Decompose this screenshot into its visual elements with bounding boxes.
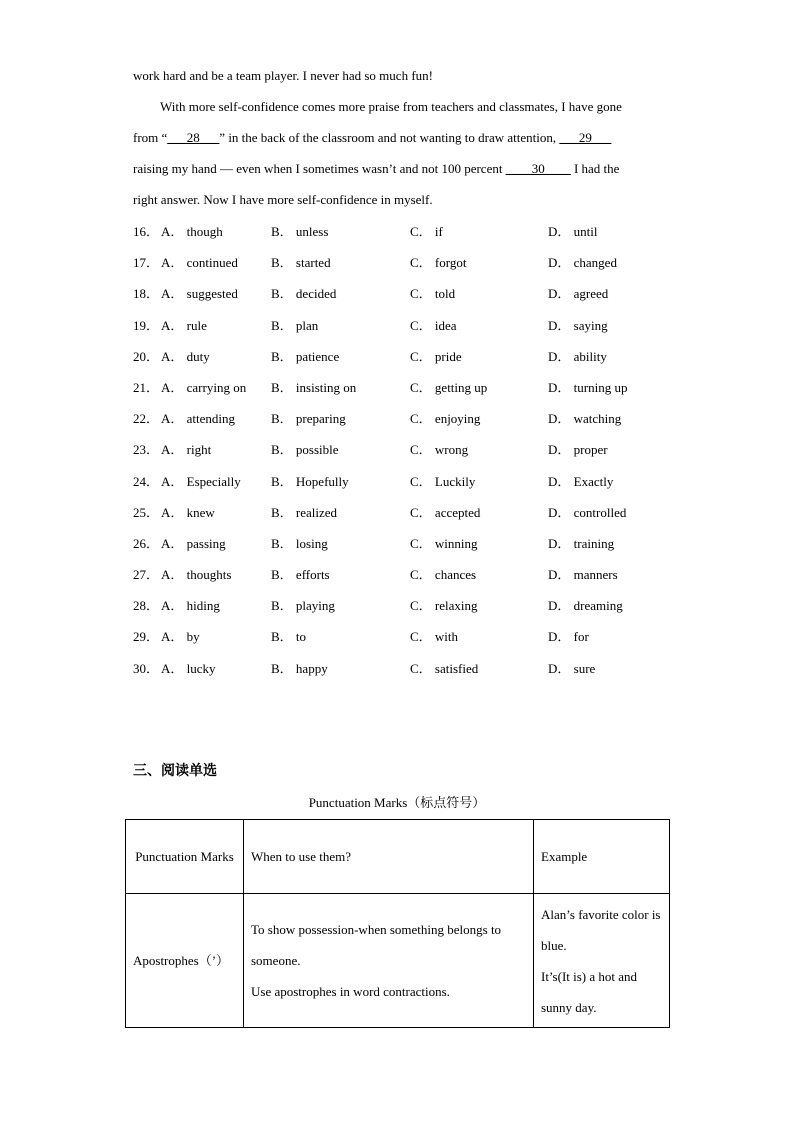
option-a: A． Especially [161, 473, 241, 489]
option-d: D． training [548, 535, 615, 551]
question-number: 21． [133, 379, 160, 395]
option-b: B． realized [271, 504, 338, 520]
option-b: B． insisting on [271, 379, 357, 395]
option-c: C． if [410, 224, 443, 239]
option-a: A． right [161, 442, 212, 458]
question-number: 27． [133, 567, 160, 583]
option-d: D． turning up [548, 379, 628, 395]
option-a: A． hiding [161, 598, 220, 614]
option-c: C． forgot [410, 255, 467, 271]
passage-text: ” in the back of the classroom and not wanting to draw attention, [219, 130, 557, 145]
question-number: 23． [133, 442, 160, 458]
option-b: B． efforts [271, 567, 330, 583]
question-number: 28． [133, 598, 160, 614]
option-d: D． dreaming [548, 598, 623, 614]
question-number: 22． [133, 411, 160, 427]
question-number: 19． [133, 317, 160, 333]
option-c: C． relaxing [410, 598, 478, 614]
passage-line-3 [133, 122, 673, 153]
question-number: 24． [133, 473, 160, 489]
cell-example [534, 894, 670, 1028]
option-d: D． manners [548, 567, 618, 583]
option-d: D． watching [548, 411, 622, 427]
option-b: B． Hopefully [271, 473, 349, 489]
option-b: B． playing [271, 598, 335, 614]
option-d: D． for [548, 629, 589, 645]
option-d: D． saying [548, 317, 608, 333]
option-a: A． though [161, 224, 223, 239]
table-caption: Punctuation Marks（标点符号） [308, 795, 486, 810]
option-c: C． told [410, 286, 456, 302]
passage-line-1 [133, 60, 673, 91]
option-a: A． carrying on [161, 379, 247, 395]
question-number: 16． [133, 224, 160, 239]
header-punctuation-marks: Punctuation Marks [126, 820, 244, 894]
option-d: D． until [548, 224, 598, 239]
option-a: A． suggested [161, 286, 238, 302]
passage-text: work hard and be a team player. I never had so much fun! [133, 68, 433, 83]
option-a: A． rule [161, 317, 207, 333]
option-a: A． duty [161, 348, 210, 364]
usage-line: Use apostrophes in word contractions. [251, 984, 450, 999]
option-b: B． happy [271, 660, 328, 676]
passage-text: I had the [573, 161, 620, 176]
blank-28: ___28___ [167, 130, 220, 145]
option-d: D． Exactly [548, 473, 614, 489]
option-a: A． lucky [161, 660, 216, 676]
option-a: A． continued [161, 255, 238, 271]
option-d: D． agreed [548, 286, 609, 302]
cell-mark: Apostrophes（’） [126, 894, 244, 1028]
passage-text: right answer. Now I have more self-confidence in myself. [133, 192, 433, 207]
question-number: 17． [133, 255, 160, 271]
option-a: A． thoughts [161, 567, 232, 583]
example-line: It’s(It is) a hot and sunny day. [541, 968, 638, 1015]
blank-30: ____30____ [505, 161, 571, 176]
header-example: Example [534, 820, 670, 894]
option-c: C． pride [410, 348, 462, 364]
option-b: B． unless [271, 224, 329, 239]
option-d: D． proper [548, 442, 608, 458]
option-d: D． changed [548, 255, 617, 271]
option-a: A． passing [161, 535, 226, 551]
option-c: C． accepted [410, 504, 481, 520]
question-number: 26． [133, 535, 160, 551]
option-c: C． with [410, 629, 459, 645]
option-b: B． preparing [271, 411, 346, 427]
question-number: 25． [133, 504, 160, 520]
option-b: B． decided [271, 286, 337, 302]
question-number: 29． [133, 629, 160, 645]
option-c: C． chances [410, 567, 477, 583]
option-c: C． enjoying [410, 411, 481, 427]
header-when-to-use: When to use them? [244, 820, 534, 894]
table-row [126, 894, 670, 1028]
section-heading: 三、阅读单选 [133, 763, 217, 779]
option-b: B． started [271, 255, 331, 271]
passage-text: raising my hand — even when I sometimes wasn’t and not 100 percent [133, 161, 503, 176]
punctuation-table [125, 819, 670, 1028]
option-c: C． winning [410, 535, 478, 551]
passage-line-2 [160, 91, 700, 122]
option-b: B． patience [271, 348, 340, 364]
option-a: A． by [161, 629, 200, 645]
passage-line-4 [133, 153, 673, 184]
blank-29: ___29___ [559, 130, 612, 145]
passage-line-5 [133, 184, 673, 215]
passage-text: from “ [133, 130, 168, 145]
option-c: C． wrong [410, 442, 469, 458]
option-b: B． possible [271, 442, 339, 458]
question-number: 18． [133, 286, 160, 302]
usage-line: To show possession-when something belongs to someone. [251, 922, 502, 968]
cell-usage [244, 894, 534, 1028]
passage-text: With more self-confidence comes more praise from teachers and classmates, I have gone [160, 99, 622, 114]
option-b: B． plan [271, 317, 319, 333]
option-c: C． satisfied [410, 660, 479, 676]
table-header-row [126, 820, 670, 894]
option-c: C． idea [410, 317, 457, 333]
question-number: 30． [133, 660, 160, 676]
question-number: 20． [133, 348, 160, 364]
option-a: A． attending [161, 411, 236, 427]
option-a: A． knew [161, 504, 215, 520]
example-line: Alan’s favorite color is blue. [541, 906, 661, 953]
option-b: B． losing [271, 535, 328, 551]
option-c: C． getting up [410, 379, 488, 395]
option-d: D． controlled [548, 504, 627, 520]
option-d: D． sure [548, 660, 596, 676]
option-d: D． ability [548, 348, 607, 364]
option-c: C． Luckily [410, 473, 476, 489]
option-b: B． to [271, 629, 307, 645]
